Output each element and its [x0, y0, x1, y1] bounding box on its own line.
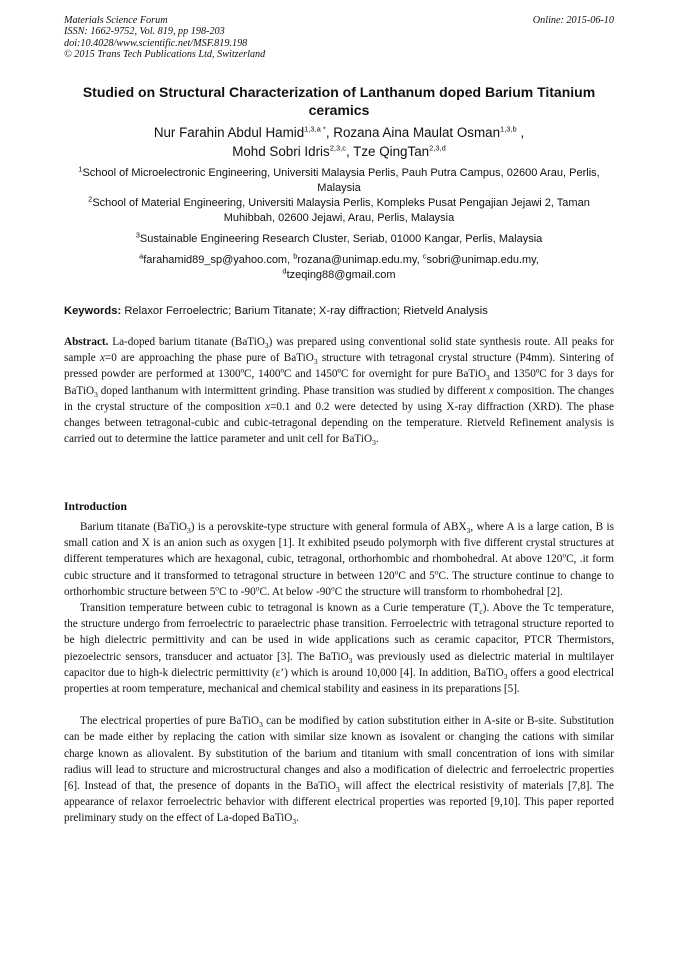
keywords [64, 304, 614, 318]
email-sup: a [139, 251, 144, 261]
affiliation-text: Sustainable Engineering Research Cluster, Seriab, 01000 Kangar, Perlis, Malaysia [139, 233, 543, 245]
paragraph: Barium titanate (BaTiO$_3$) is a perovskite-type structure with general formula of $ABX_3$, where A is a large cation, B is small cation and X is an anion such as oxygen [1]. It exhibited pseudo polymorph with five different crystal structures at different temperatures which are hexagonal, cubic, tetragonal, orthorhombic and rhombohedral. At above 120$^o$C, .it form cubic structure and it transformed to tetragonal structure in between 120$^o$C and 5$^o$C. The structure continue to change to orthorhombic structure between 5$^o$C to -90$^o$C. At below -90$^o$C the structure will transform to rhombohedral [2]. [64, 521, 614, 598]
paragraph: Transition temperature between cubic to tetragonal is known as a Curie temperature $(T_c)$. Above the Tc temperature, the structure undergo from ferroelectric to paraelectric phase transition. Ferroelectric with tetragonal structure reported to be high dielectric permittivity and can be used in wide applications such as ceramic capacitor, PTCR Thermistors, piezoelectric sensors, transducer and actuator [3]. The BaTiO$_3$ was previously used as dielectric material in multilayer capacitor due to high-k dielectric permittivity (ε’) which is around 10,000 [4]. In addition, BaTiO$_3$ offers a good electrical properties at room temperature, mechanical and chemical stability and easiness in its preparations [5]. [64, 602, 614, 696]
affiliation-text: School of Microelectronic Engineering, Universiti Malaysia Perlis, Pauh Putra Campus, 02600 Arau, Perlis, Malaysia [82, 167, 600, 194]
author-name: Rozana Aina Maulat Osman [333, 125, 501, 140]
author-affil-sup: 2,3,c [329, 143, 346, 153]
email-sup: c [422, 251, 427, 261]
email-list [64, 253, 614, 283]
abstract-text: La-doped barium titanate (BaTiO$_3$) was prepared using conventional solid state synthesis route. All peaks for sample x=0 are approaching the phase pure of BaTiO$_3$ structure with tetragonal crystal structure (P4mm). Sintering of pressed powder are performed at 1300ºC, 1400ºC and 1450ºC for overnight for pure BaTiO$_3$ and 1350ºC for 3 days for BaTiO$_3$ doped lanthanum with intermittent grinding. Phase transition was studied by different x composition. The changes in the crystal structure of the composition x=0.1 and 0.2 were detected by using X-ray diffraction (XRD). The phase changes between tetragonal-cubic and cubic-tetragonal depending on the temperature. Rietveld Refinement analysis is carried out to determine the lattice parameter and unit cell for BaTiO$_3$. [64, 336, 615, 448]
author-name: Nur Farahin Abdul Hamid [153, 125, 305, 140]
email-link[interactable]: sobri@unimap.edu.my, [426, 254, 539, 266]
journal-name: Materials Science Forum [64, 15, 168, 26]
author-affil-sup: 1,3,b [500, 124, 517, 134]
author-name: Tze QingTan [353, 144, 430, 159]
abstract [64, 334, 614, 447]
affiliation-item [64, 166, 614, 196]
author-list: Nur Farahin Abdul Hamid$^{1,3,a *}$, Rozana Aina Maulat Osman$^{1,3,b}$ , Mohd Sobri Idris$^{2,3,c}$, Tze QingTan$^{2,3,d}$ [153, 124, 525, 159]
affiliation-sup: 2 [88, 194, 93, 204]
author-affil-sup: 1,3,a * [304, 124, 326, 134]
affiliation-item [64, 196, 614, 226]
author-affil-sup: 2,3,d [429, 143, 446, 153]
affiliation-item [64, 232, 614, 247]
email-link[interactable]: farahamid89_sp@yahoo.com, [143, 254, 291, 266]
affiliations [64, 166, 614, 283]
introduction-body [64, 519, 614, 827]
affiliation-text: School of Material Engineering, Universiti Malaysia Perlis, Kompleks Pusat Pengajian Jejawi 2, Taman Muhibbah, 02600 Jejawi, Arau, Perlis, Malaysia [92, 197, 590, 224]
introduction-heading: Introduction [64, 500, 127, 513]
email-sup: d [282, 266, 287, 276]
author-name: Mohd Sobri Idris [232, 144, 330, 159]
affiliation-sup: 3 [135, 230, 140, 240]
abstract-label: Abstract. [64, 336, 109, 348]
journal-copyright: © 2015 Trans Tech Publications Ltd, Switzerland [64, 48, 266, 60]
paragraph: The electrical properties of pure BaTiO$_3$ can be modified by cation substitution either in A-site or B-site. Substitution can be made either by replacing the cation with similar size known as isovalent or changing the cations with similar charge known as aliovalent. By substitution of the barium and titanium with small concentration of ions with similar radius will lead to structure and microstructural changes and also a modification of dielectric and ferroelectric properties [6]. Instead of that, the presence of dopants in the BaTiO$_3$ will affect the electrical resistivity of materials [7,8]. The appearance of relaxor ferroelectric behavior with different electrical properties was reported [9,10]. This paper reported preliminary study on the effect of La-doped BaTiO$_3$. [64, 715, 614, 827]
journal-issn: ISSN: 1662-9752, Vol. 819, pp 198-203 [64, 26, 225, 38]
keywords-text: Relaxor Ferroelectric; Barium Titanate; X-ray diffraction; Rietveld Analysis [124, 305, 488, 317]
journal-doi: doi:10.4028/www.scientific.net/MSF.819.198 [64, 37, 248, 49]
email-link[interactable]: rozana@unimap.edu.my, [297, 254, 420, 266]
journal-header [64, 15, 265, 60]
affiliation-sup: 1 [78, 164, 83, 174]
email-link[interactable]: tzeqing88@gmail.com [286, 269, 396, 281]
online-date: Online: 2015-06-10 [532, 15, 614, 26]
keywords-label: Keywords: [64, 305, 122, 317]
email-sup: b [293, 251, 298, 261]
paper-title: Studied on Structural Characterization of Lanthanum doped Barium Titanium ceramics [82, 84, 596, 118]
